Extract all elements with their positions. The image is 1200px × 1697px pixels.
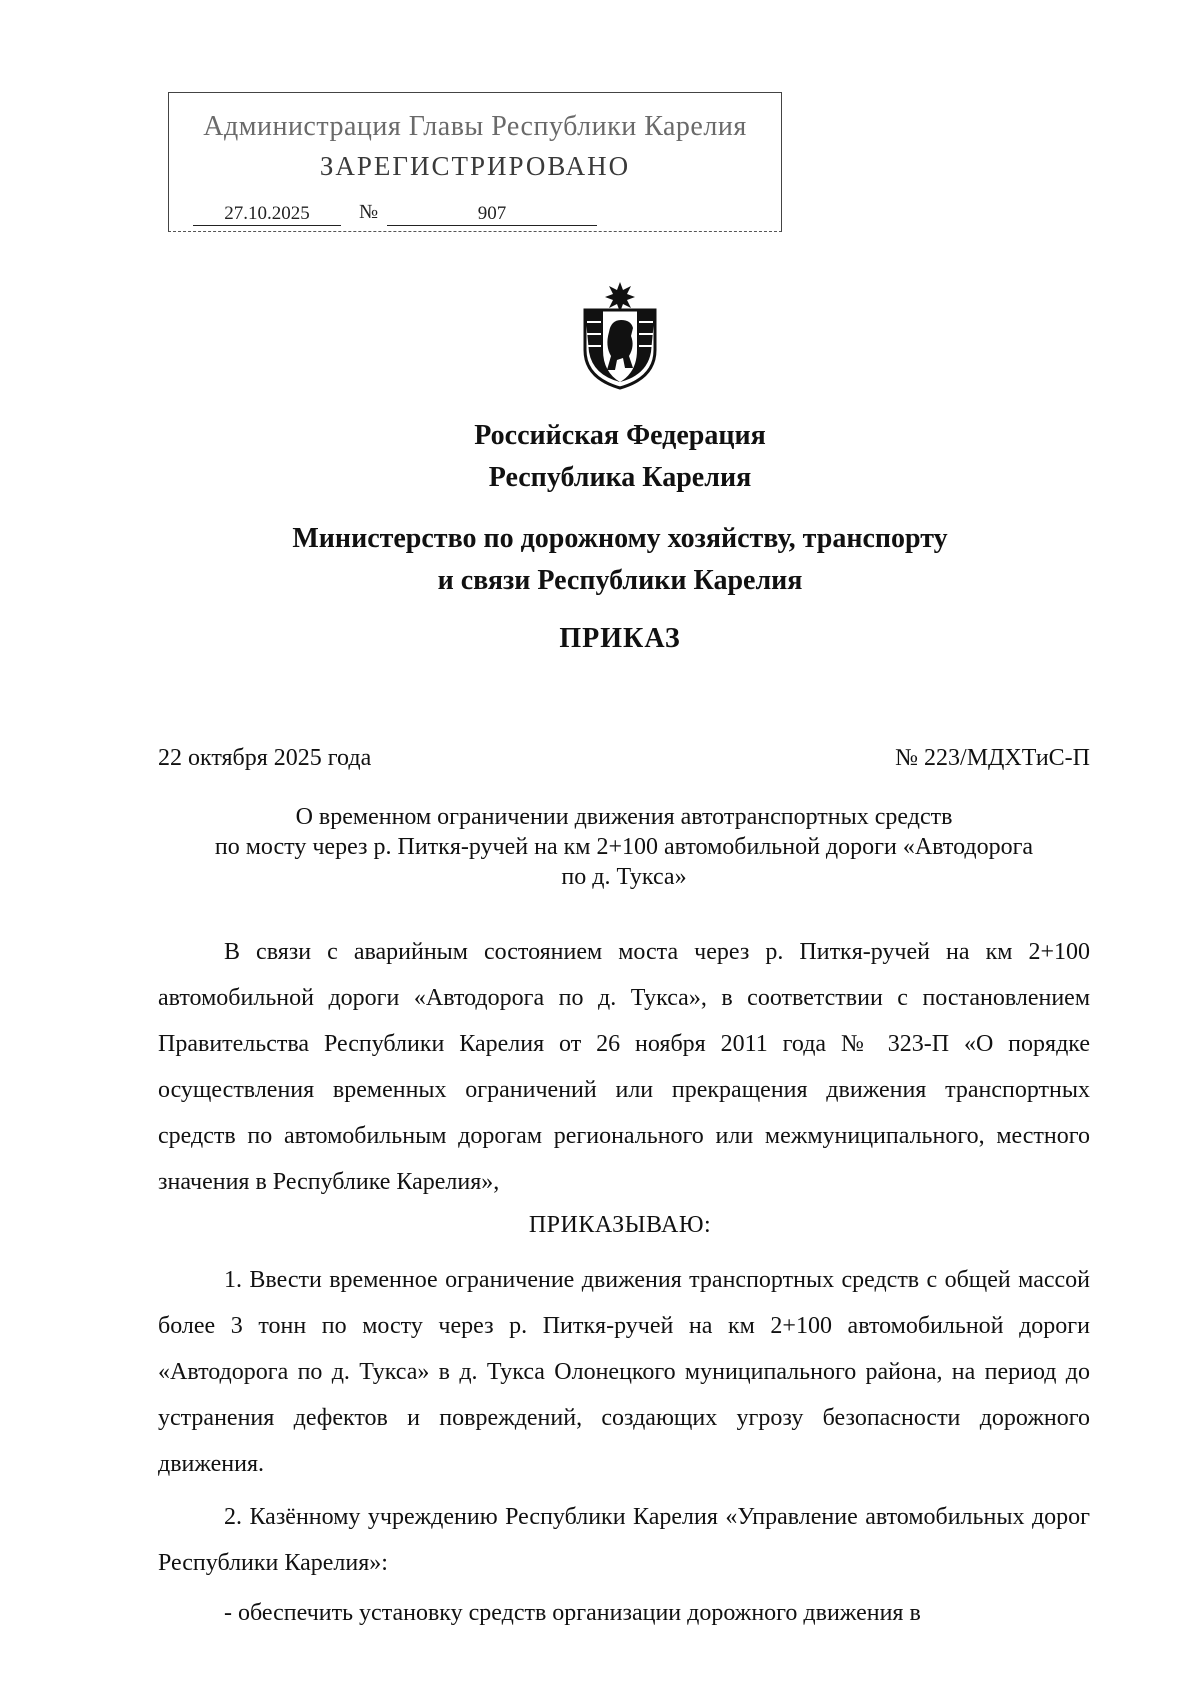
order-word: ПРИКАЗЫВАЮ:: [528, 1212, 712, 1238]
order-number: № 223/МДХТиС-П: [895, 745, 1090, 771]
document-type: ПРИКАЗ: [559, 623, 681, 654]
stamp-number: 907: [387, 203, 597, 226]
header-country: Российская Федерация: [474, 420, 766, 451]
item-1-text: 1. Ввести временное ограничение движения транспортных средств с общей массой более 3 тонн по мосту через р. Питкя-ручей на км 2+100 автомобильной дороги «Автодорога по д. Тукса» в д. Тукса Олонецкого муниципального района, на период до устранения дефектов и повреждений, создающих угрозу безопасности дорожного движения.: [158, 1267, 1090, 1477]
order-subject: [158, 802, 1090, 892]
order-date: 22 октября 2025 года: [158, 745, 372, 771]
subject-line2: по мосту через р. Питкя-ручей на км 2+100 автомобильной дороги «Автодорога: [214, 834, 1034, 860]
karelia-coat-of-arms-icon: [575, 280, 665, 390]
subject-line1: О временном ограничении движения автотранспортных средств: [295, 804, 953, 830]
item-2-paragraph: [158, 1494, 1090, 1586]
item-2-text: 2. Казённому учреждению Республики Карелия «Управление автомобильных дорог Республики Карелия»:: [158, 1504, 1090, 1576]
item-2-subitem-paragraph: [158, 1590, 1090, 1636]
header-ministry-block: [0, 518, 1200, 602]
header-republic: Республика Карелия: [488, 462, 752, 493]
stamp-registered: ЗАРЕГИСТРИРОВАНО: [319, 151, 631, 181]
item-2-subitem-text: - обеспечить установку средств организации дорожного движения в: [224, 1600, 921, 1626]
preamble-text: В связи с аварийным состоянием моста через р. Питкя-ручей на км 2+100 автомобильной дороги «Автодорога по д. Тукса», в соответствии с постановлением Правительства Республики Карелия от 26 ноября 2011 года № 323-П «О порядке осуществления временных ограничений или прекращения движения транспортных средств по автомобильным дорогам регионального или межмуниципального, местного значения в Республике Карелия»,: [158, 939, 1090, 1195]
registration-stamp: [168, 92, 782, 232]
stamp-number-label: №: [359, 201, 379, 223]
header-ministry-line1: Министерство по дорожному хозяйству, транспорту: [292, 523, 948, 554]
header-country-block: [0, 415, 1200, 499]
item-1-paragraph: [158, 1257, 1090, 1487]
stamp-date: 27.10.2025: [193, 203, 341, 226]
stamp-authority: Администрация Главы Республики Карелия: [203, 111, 747, 142]
header-ministry-line2: и связи Республики Карелия: [437, 565, 803, 596]
subject-line3: по д. Тукса»: [561, 864, 687, 890]
preamble-paragraph: [158, 929, 1090, 1205]
